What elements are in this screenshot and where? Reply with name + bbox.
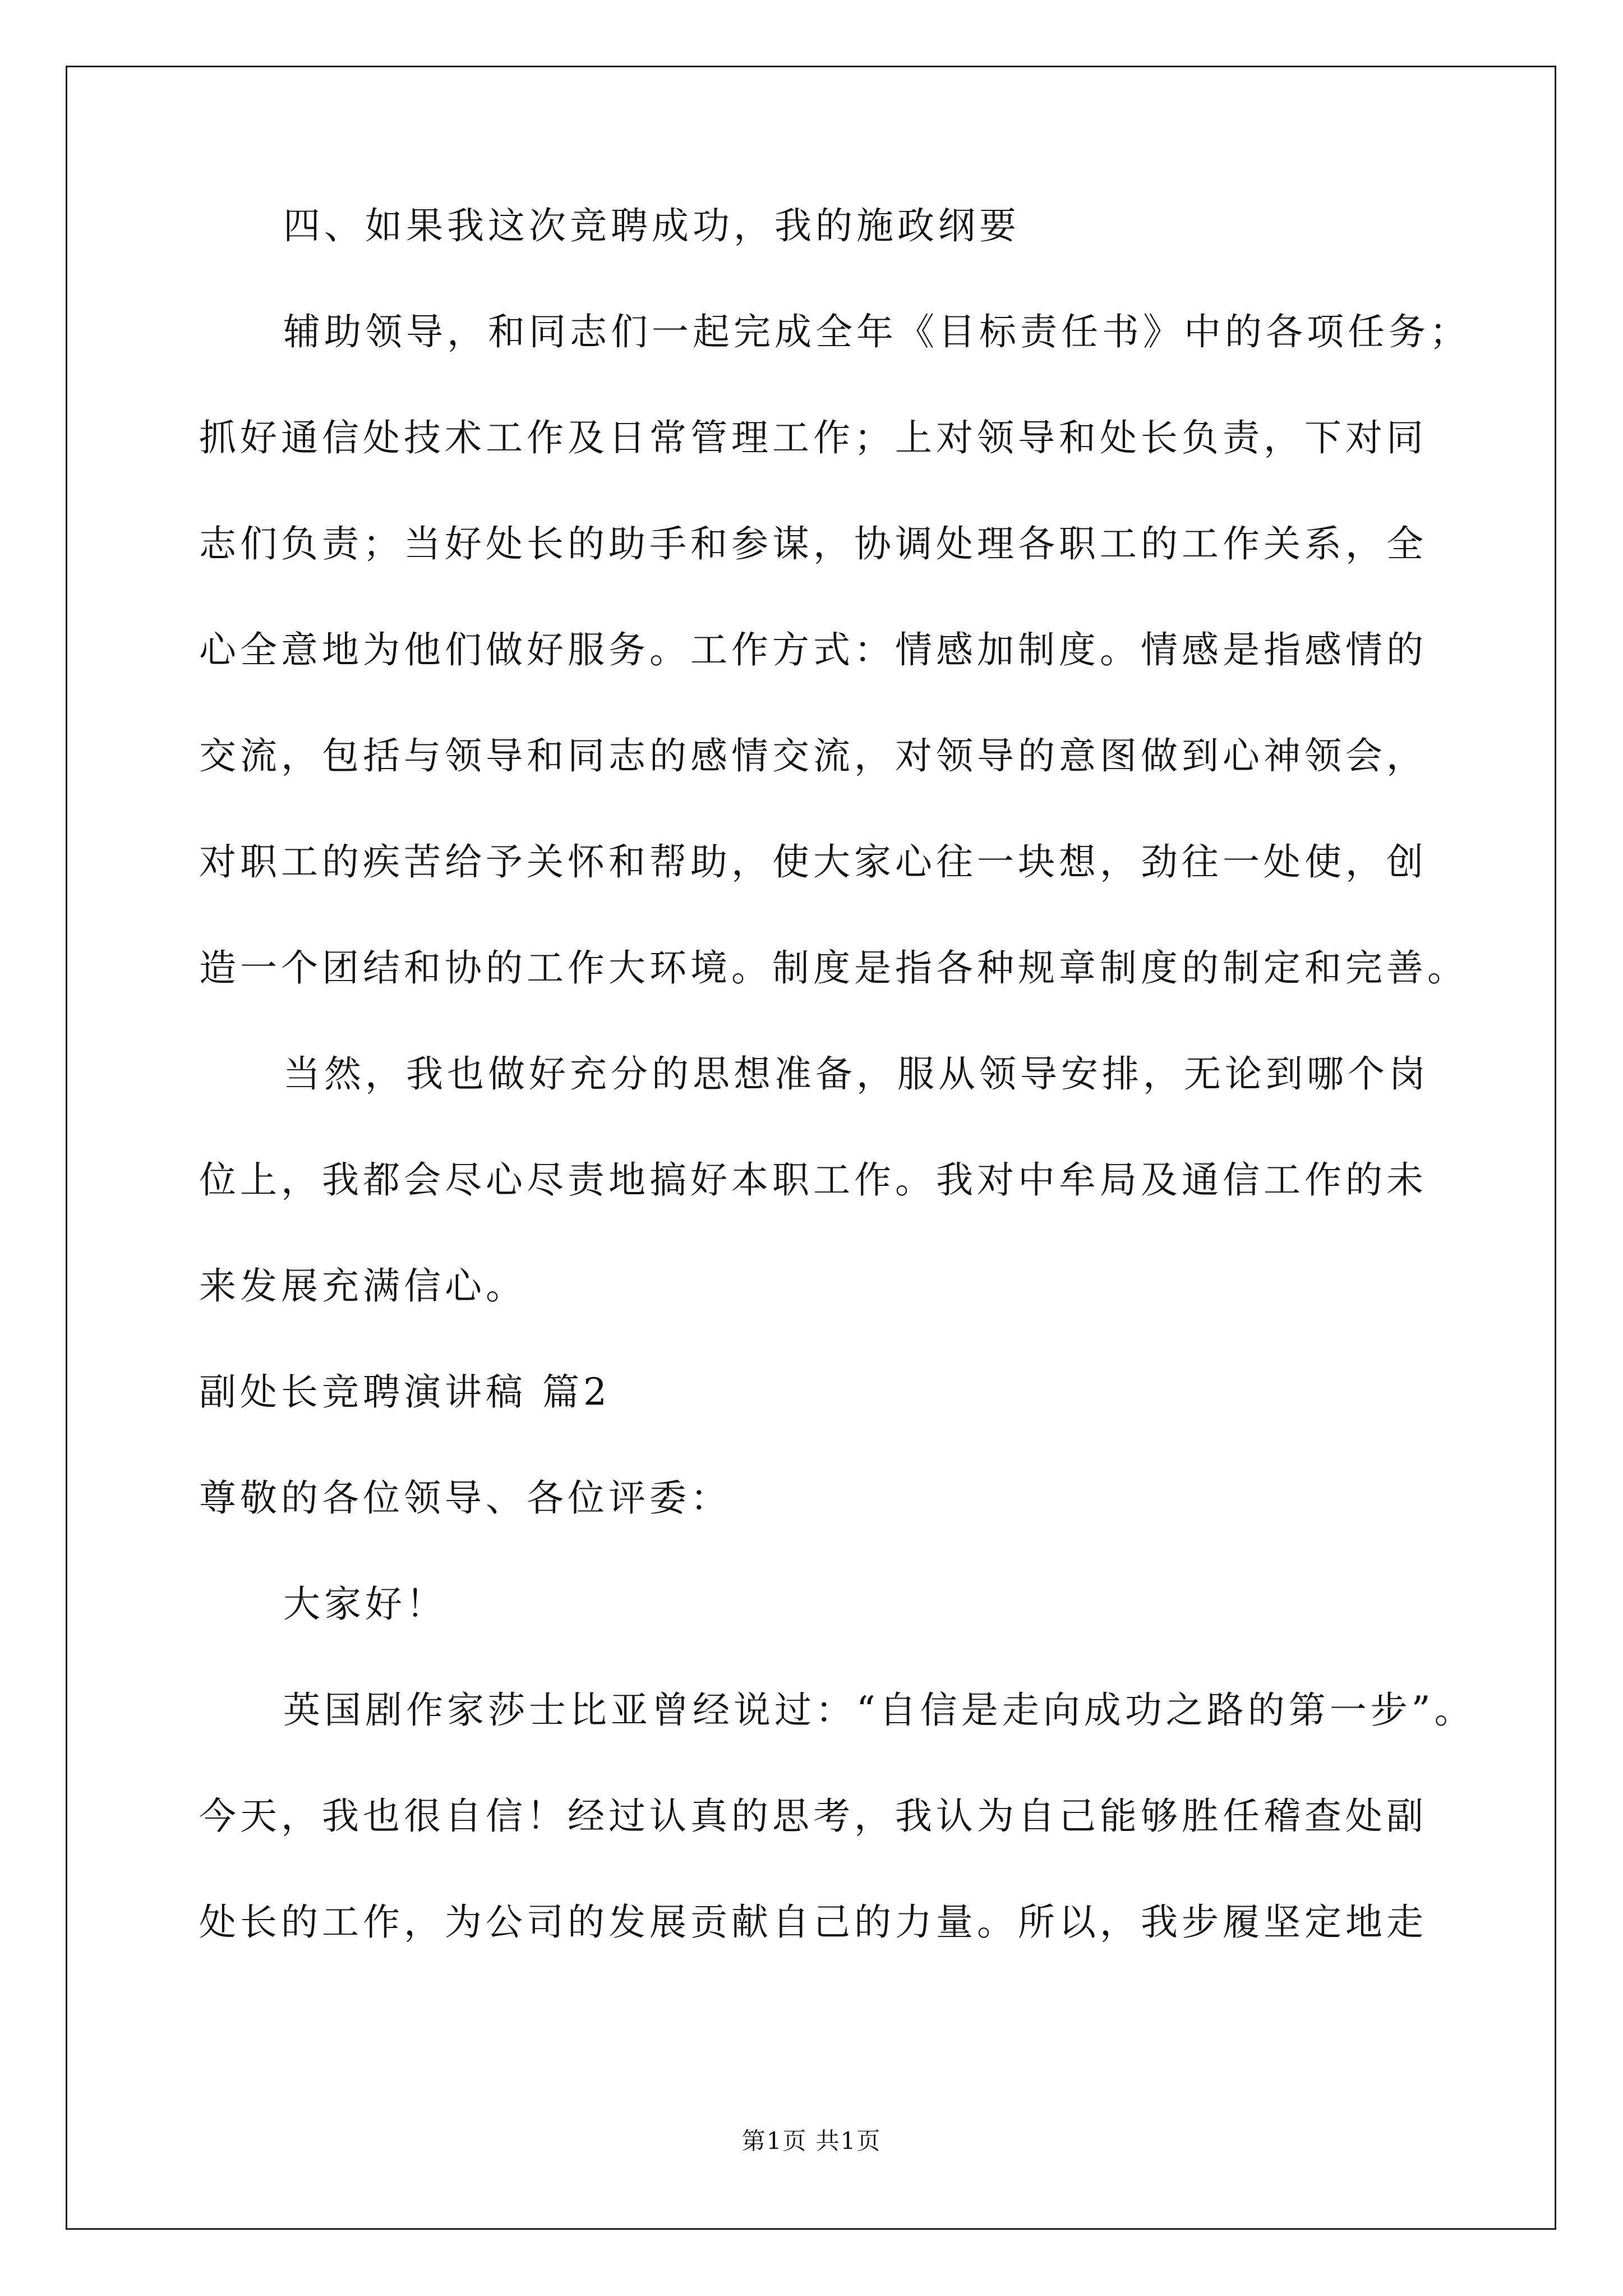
paragraph-line: 心全意地为他们做好服务。工作方式：情感加制度。情感是指感情的 (199, 628, 1427, 671)
paragraph-line: 造一个团结和协的工作大环境。制度是指各种规章制度的制定和完善。 (199, 946, 1468, 990)
paragraph-line: 交流，包括与领导和同志的感情交流，对领导的意图做到心神领会， (199, 734, 1427, 777)
section-heading: 四、如果我这次竞聘成功，我的施政纲要 (283, 204, 1020, 247)
document-body (199, 204, 1476, 1944)
paragraph-line: 处长的工作，为公司的发展贡献自己的力量。所以，我步履坚定地走 (199, 1901, 1427, 1944)
paragraph-line: 对职工的疾苦给予关怀和帮助，使大家心往一块想，劲往一处使，创 (199, 840, 1427, 884)
paragraph-line: 今天，我也很自信！经过认真的思考，我认为自己能够胜任稽查处副 (199, 1795, 1427, 1838)
greeting: 大家好！ (283, 1582, 447, 1626)
salutation: 尊敬的各位领导、各位评委： (199, 1476, 731, 1520)
paragraph-line: 辅助领导，和同志们一起完成全年《目标责任书》中的各项任务； (283, 310, 1470, 353)
paragraph-line: 抓好通信处技术工作及日常管理工作；上对领导和处长负责，下对同 (199, 416, 1427, 459)
article-title: 副处长竞聘演讲稿 篇2 (199, 1370, 611, 1414)
page-footer: 第1页 共1页 (741, 2127, 882, 2155)
paragraph-line: 英国剧作家莎士比亚曾经说过：“自信是走向成功之路的第一步”。 (283, 1688, 1476, 1732)
paragraph-line: 位上，我都会尽心尽责地搞好本职工作。我对中牟局及通信工作的未 (199, 1158, 1427, 1202)
paragraph-line: 来发展充满信心。 (199, 1264, 527, 1308)
paragraph-line: 当然，我也做好充分的思想准备，服从领导安排，无论到哪个岗 (283, 1052, 1430, 1096)
paragraph-line: 志们负责；当好处长的助手和参谋，协调处理各职工的工作关系，全 (199, 522, 1427, 565)
